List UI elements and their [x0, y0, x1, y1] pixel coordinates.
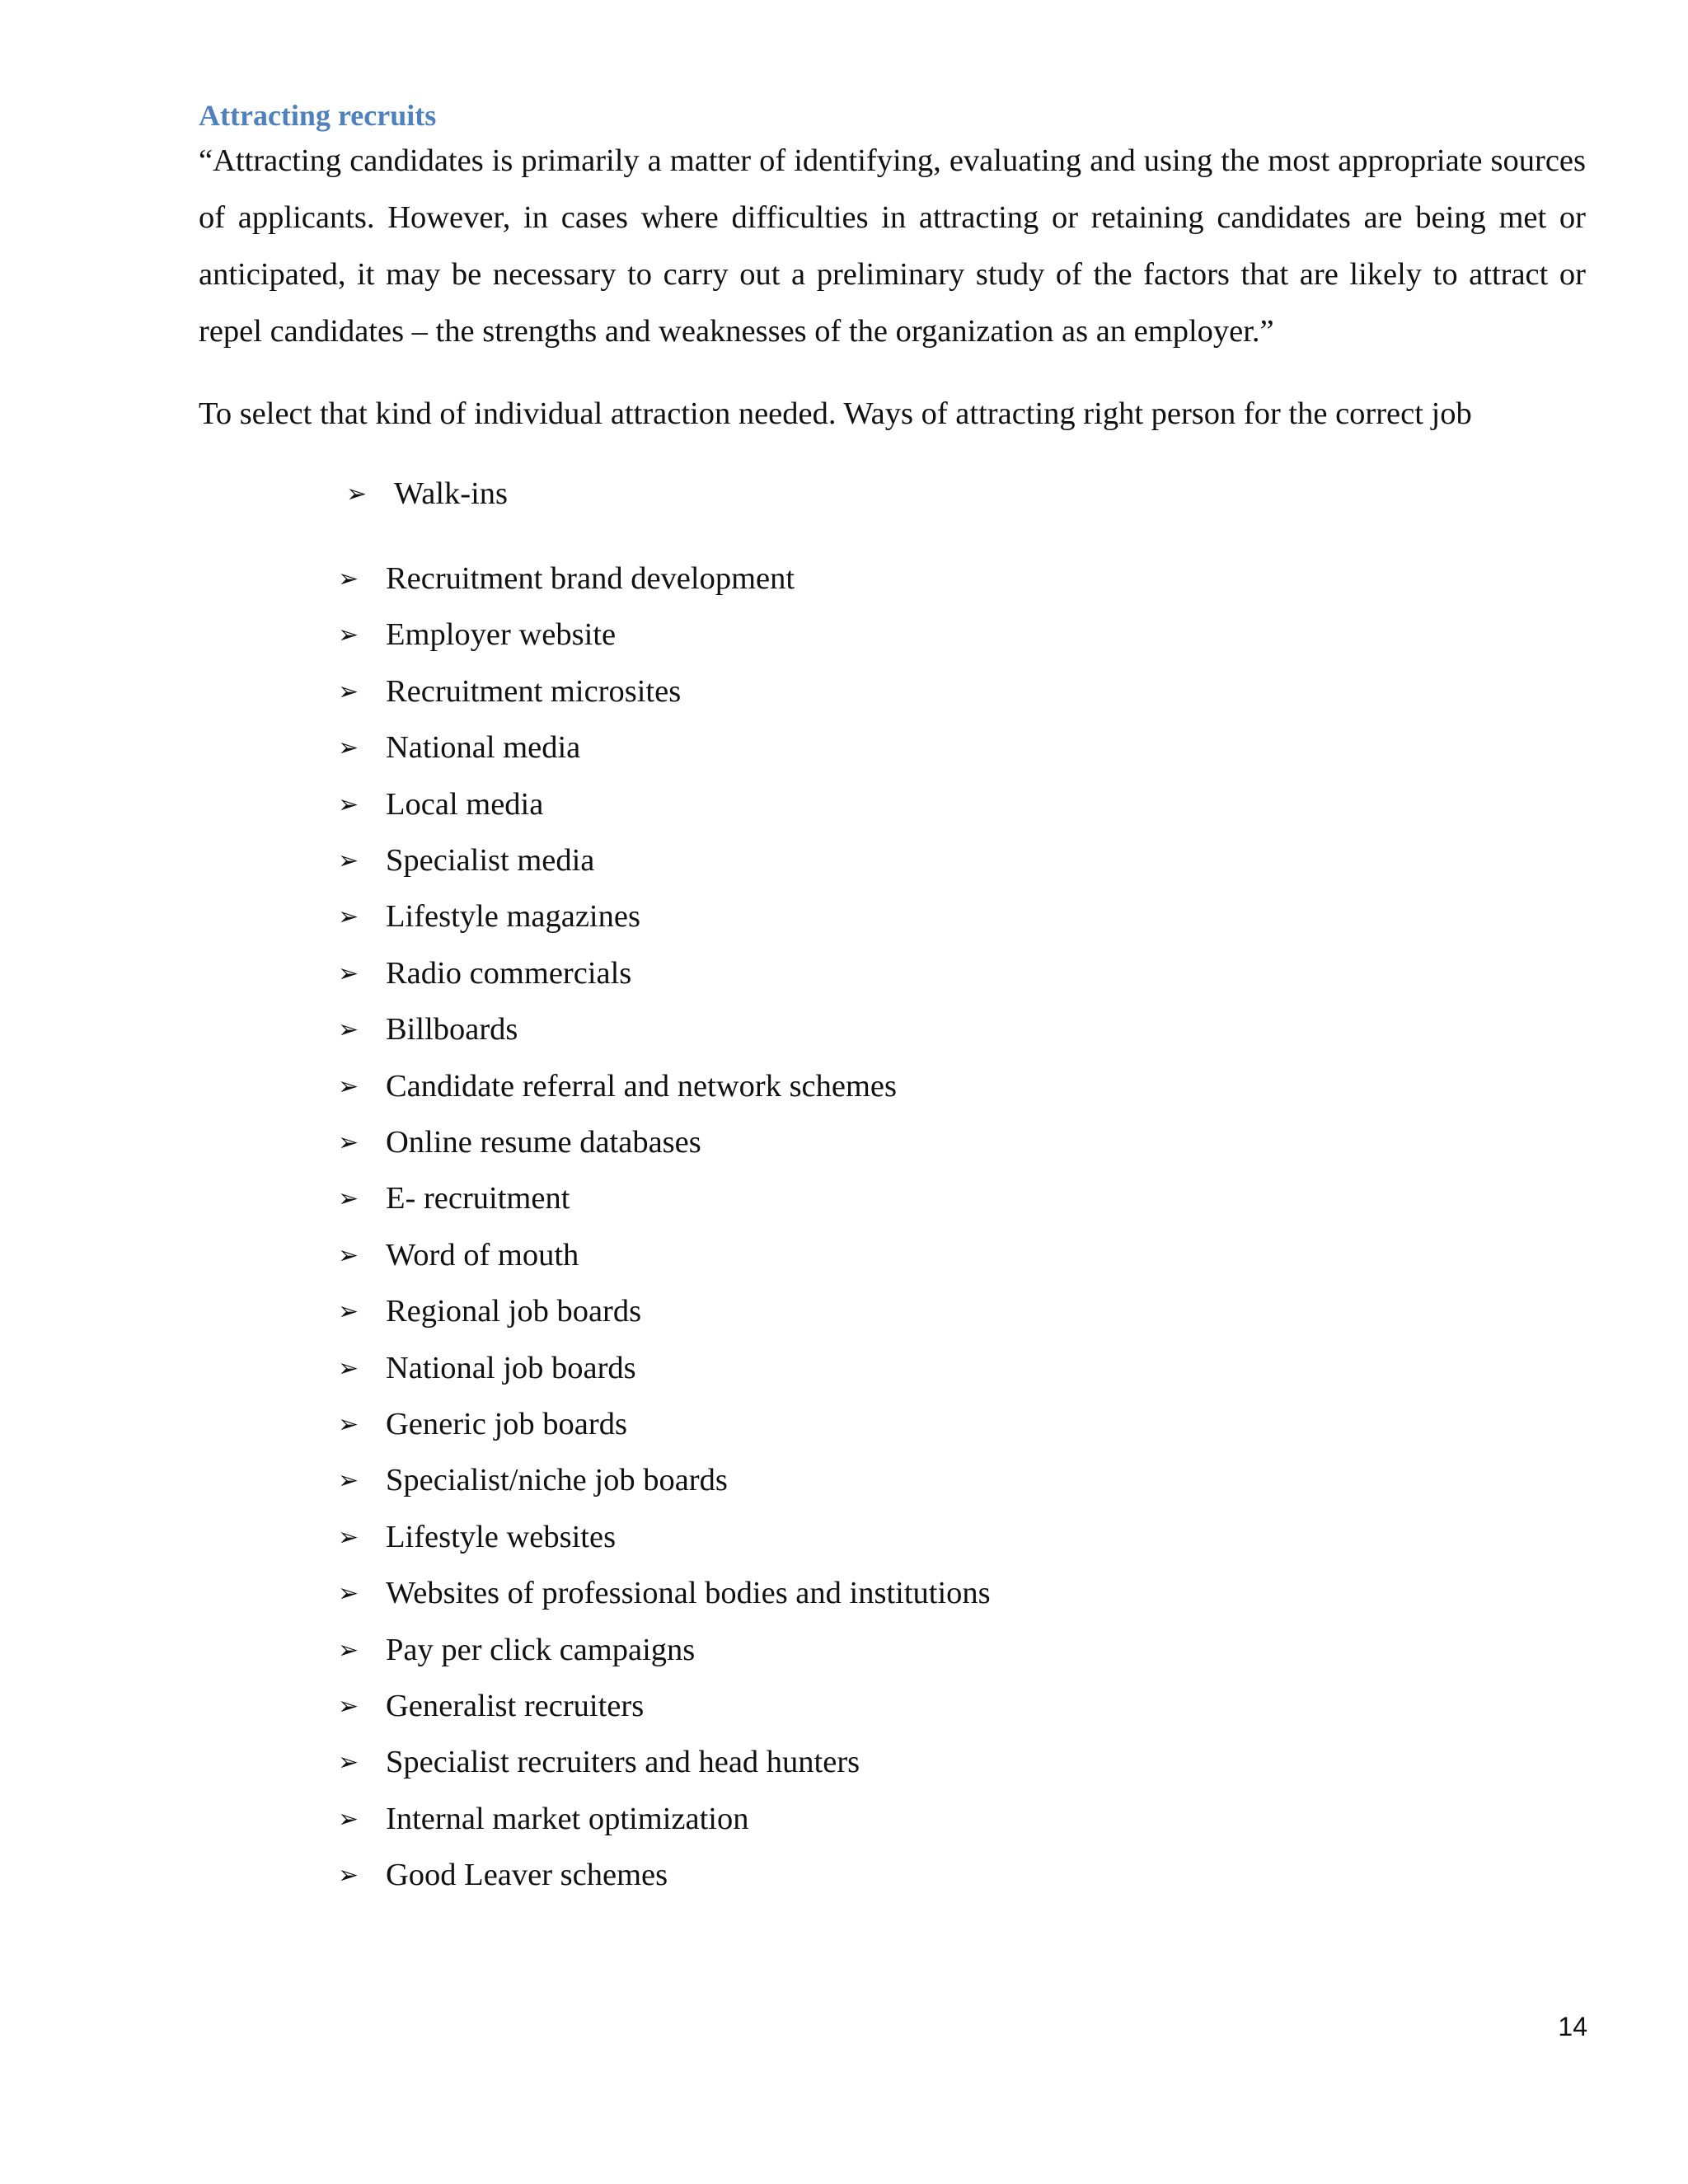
arrowhead-bullet-icon: ➢	[338, 1804, 359, 1834]
list-item-label: Internal market optimization	[386, 1801, 749, 1836]
intro-paragraph: To select that kind of individual attraction needed. Ways of attracting right person for the correct job	[199, 396, 1472, 431]
arrowhead-bullet-icon: ➢	[338, 1410, 359, 1439]
list-item-label: E- recruitment	[386, 1181, 570, 1216]
arrowhead-bullet-icon: ➢	[338, 958, 359, 988]
arrowhead-bullet-icon: ➢	[338, 1692, 359, 1721]
list-item-label: Employer website	[386, 617, 617, 653]
arrowhead-bullet-icon: ➢	[338, 1522, 359, 1552]
arrowhead-bullet-icon: ➢	[338, 1015, 359, 1045]
arrowhead-bullet-icon: ➢	[338, 1466, 359, 1496]
list-item-label: Billboards	[386, 1012, 518, 1047]
list-item-label: National media	[386, 730, 581, 766]
list-item-label: Generalist recruiters	[386, 1689, 645, 1723]
list-item-label: Generic job boards	[386, 1407, 627, 1441]
list-item-label: Walk-ins	[394, 476, 509, 511]
list-item-label: Specialist media	[386, 843, 595, 878]
list-item-label: Good Leaver schemes	[386, 1858, 668, 1893]
arrowhead-bullet-icon: ➢	[338, 1297, 359, 1327]
arrowhead-bullet-icon: ➢	[338, 1861, 359, 1891]
arrowhead-bullet-icon: ➢	[346, 480, 368, 509]
list-item-label: Candidate referral and network schemes	[386, 1068, 898, 1104]
arrowhead-bullet-icon: ➢	[338, 1240, 359, 1270]
quote-paragraph: “Attracting candidates is primarily a matter of identifying, evaluating and using the most appropriate sources of applicants. However, in cases where difficulties in attracting or retaining candidates are being met or anticipated, it may be necessary to carry out a preliminary study of the factors that are likely to attract or repel candidates – the strengths and weaknesses of the organization as an employer.”	[199, 143, 1586, 349]
arrowhead-bullet-icon: ➢	[338, 1579, 359, 1609]
arrowhead-bullet-icon: ➢	[338, 1184, 359, 1214]
arrowhead-bullet-icon: ➢	[338, 1353, 359, 1383]
arrowhead-bullet-icon: ➢	[338, 1748, 359, 1778]
section-heading: Attracting recruits	[199, 99, 437, 132]
list-item-label: Lifestyle websites	[386, 1519, 617, 1554]
arrowhead-bullet-icon: ➢	[338, 621, 359, 650]
arrowhead-bullet-icon: ➢	[338, 677, 359, 706]
list-item-label: Lifestyle magazines	[386, 899, 640, 935]
list-item-label: Online resume databases	[386, 1125, 701, 1160]
arrowhead-bullet-icon: ➢	[338, 846, 359, 875]
arrowhead-bullet-icon: ➢	[338, 733, 359, 763]
list-item-label: Recruitment brand development	[386, 561, 795, 596]
arrowhead-bullet-icon: ➢	[338, 1071, 359, 1101]
arrowhead-bullet-icon: ➢	[338, 790, 359, 819]
list-item-label: Local media	[386, 786, 544, 822]
page-number: 14	[1558, 2012, 1587, 2041]
list-item-label: Recruitment microsites	[386, 673, 682, 709]
arrowhead-bullet-icon: ➢	[338, 1635, 359, 1665]
arrowhead-bullet-icon: ➢	[338, 1128, 359, 1157]
list-item-label: Radio commercials	[386, 955, 632, 991]
list-item-label: Pay per click campaigns	[386, 1632, 696, 1667]
list-item-label: Specialist/niche job boards	[386, 1463, 728, 1498]
arrowhead-bullet-icon: ➢	[338, 902, 359, 932]
list-item-label: Regional job boards	[386, 1294, 642, 1329]
list-item-label: National job boards	[386, 1350, 636, 1385]
list-item-label: Websites of professional bodies and institutions	[386, 1576, 991, 1611]
arrowhead-bullet-icon: ➢	[338, 565, 359, 593]
list-item-label: Specialist recruiters and head hunters	[386, 1745, 860, 1780]
list-item-label: Word of mouth	[386, 1237, 579, 1272]
